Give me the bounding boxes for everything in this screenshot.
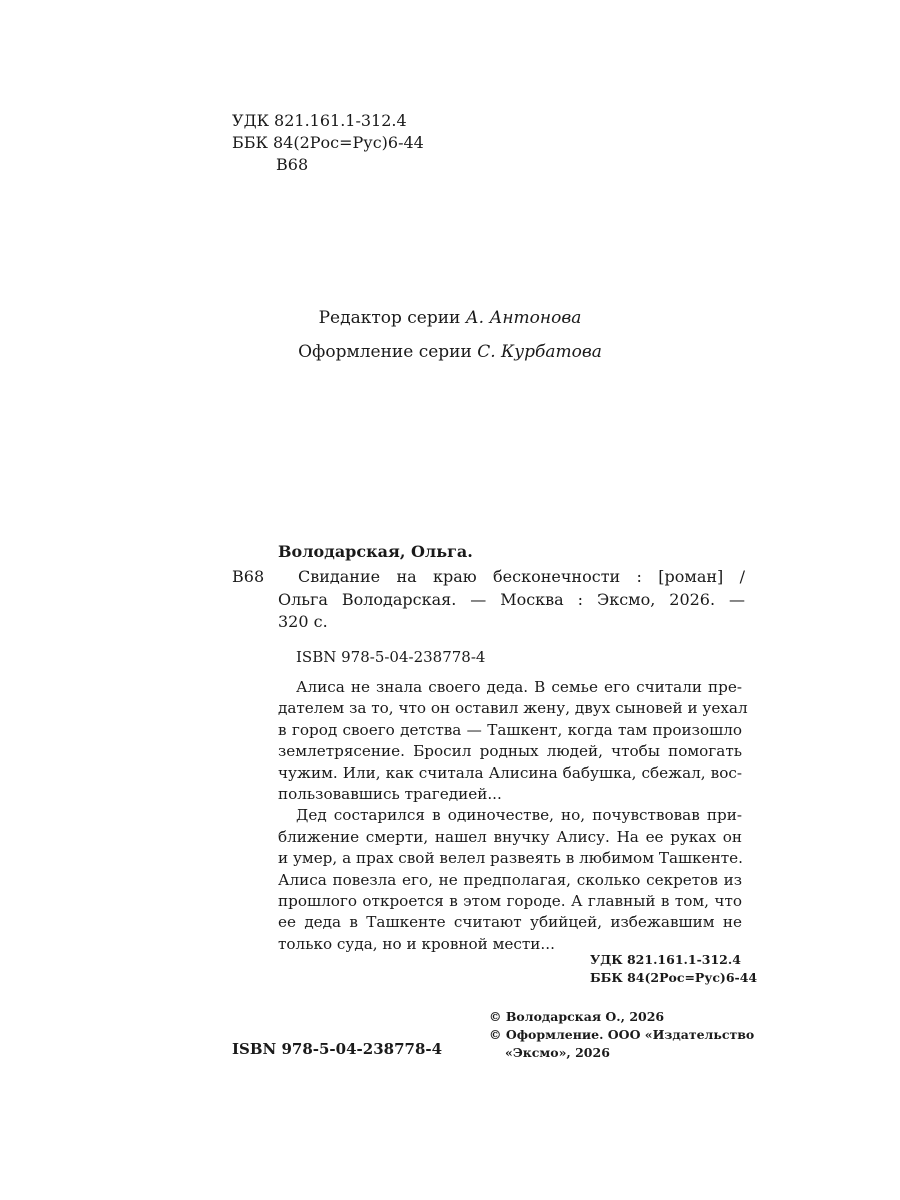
annotation-line: в город своего детства — Ташкент, когда там произошло <box>278 720 742 739</box>
bbk-code: ББК 84(2Рос=Рус)6-44 <box>232 133 424 152</box>
bib-line: 320 с. <box>278 612 328 631</box>
copyright-notice <box>489 1008 754 1062</box>
annotation-line: ближение смерти, нашел внучку Алису. На ее руках он <box>278 827 742 846</box>
footer-classification-codes <box>590 951 757 987</box>
series-design-credit <box>0 342 900 362</box>
bib-description <box>278 566 745 634</box>
annotation-line: ее деда в Ташкенте считают убийцей, избежавшим не <box>278 913 742 932</box>
copyright-design: © Оформление. ООО «Издательство <box>489 1027 755 1042</box>
annotation-line: Алиса не знала своего деда. В семье его считали пре- <box>296 678 742 696</box>
footer-bbk-code: ББК 84(2Рос=Рус)6-44 <box>590 970 758 985</box>
copyright-design-cont: «Эксмо», 2026 <box>505 1045 610 1060</box>
annotation-line: Дед состарился в одиночестве, но, почувствовав при- <box>296 806 742 825</box>
series-design-label: Оформление серии <box>298 342 472 362</box>
series-editor-name: А. Антонова <box>465 308 582 328</box>
bib-line: Ольга Володарская. — Москва : Эксмо, 2026. — <box>278 589 745 609</box>
annotation-line: дателем за то, что он оставил жену, двух сыновей и уехал <box>278 699 748 718</box>
author-mark: В68 <box>276 155 309 174</box>
annotation-line: прошлого откроется в этом городе. А главный в том, что <box>278 892 742 911</box>
series-design-name: С. Курбатова <box>477 342 602 362</box>
bib-line: Свидание на краю бесконечности : [роман] / <box>298 567 745 586</box>
annotation <box>278 677 748 955</box>
annotation-line: и умер, а прах свой велел развеять в любимом Ташкенте. <box>278 849 743 868</box>
footer-udk-code: УДК 821.161.1-312.4 <box>590 952 741 967</box>
footer-isbn: ISBN 978-5-04-238778-4 <box>232 1040 443 1058</box>
bib-author: Володарская, Ольга. <box>278 542 473 561</box>
bib-author-mark: В68 <box>232 567 265 586</box>
udk-code: УДК 821.161.1-312.4 <box>232 111 407 130</box>
annotation-line: только суда, но и кровной мести... <box>278 934 555 953</box>
series-editor-label: Редактор серии <box>318 308 461 328</box>
annotation-line: землетрясение. Бросил родных людей, чтобы помогать <box>278 742 742 761</box>
copyright-author: © Володарская О., 2026 <box>489 1009 665 1024</box>
classification-codes <box>232 110 424 176</box>
annotation-line: чужим. Или, как считала Алисина бабушка, сбежал, вос- <box>278 763 742 782</box>
bib-isbn: ISBN 978-5-04-238778-4 <box>296 648 486 666</box>
series-editor-credit <box>0 308 900 328</box>
annotation-line: пользовавшись трагедией... <box>278 785 502 804</box>
annotation-line: Алиса повезла его, не предполагая, сколько секретов из <box>278 870 742 889</box>
